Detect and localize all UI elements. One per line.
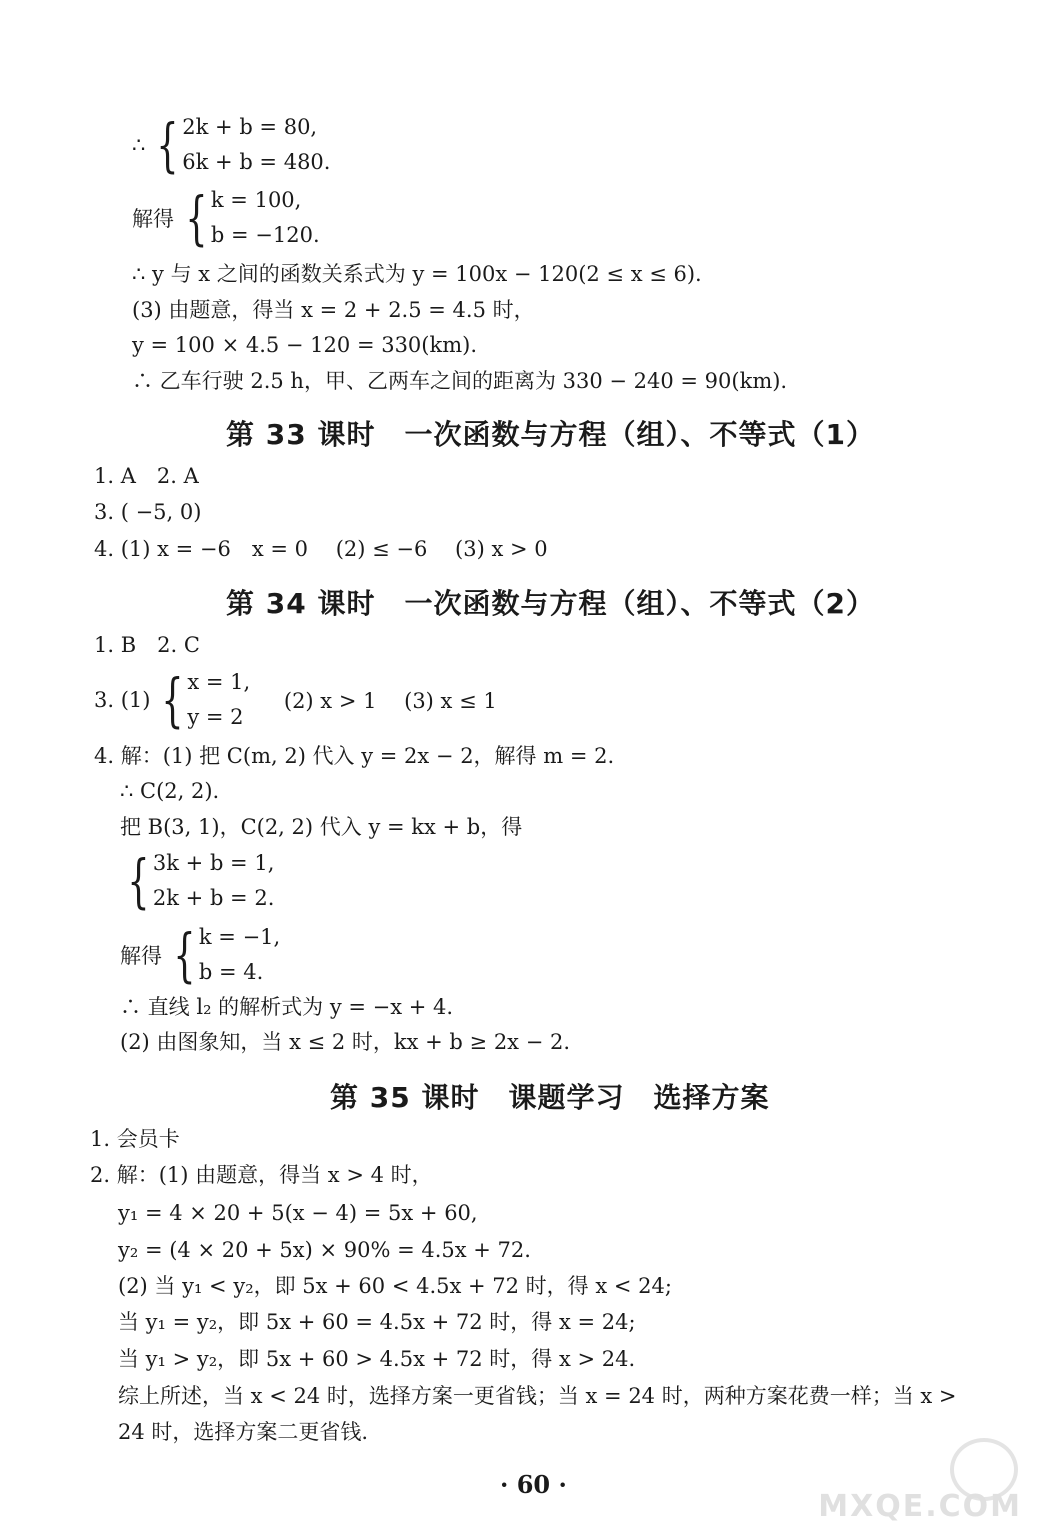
text-line: ∴ 乙车行驶 2.5 h，甲、乙两车之间的距离为 330 − 240 = 90(km). [132,369,788,393]
text-line: 2. 解：(1) 由题意，得当 x > 4 时， [90,1163,433,1187]
solution-label: 解得 [132,207,174,231]
question-number: 3. (1) [94,688,151,712]
equation-row: k = 100, [210,188,302,212]
equation-row: b = −120. [210,223,320,247]
section-title-35: 第 35 课时 课题学习 选择方案 [330,1081,770,1114]
text-line: 把 B(3, 1)，C(2, 2) 代入 y = kx + b，得 [120,815,523,839]
equation-row: 3k + b = 1, [152,851,275,875]
text-line: y₂ = (4 × 20 + 5x) × 90% = 4.5x + 72. [118,1238,531,1262]
text-line: 当 y₁ = y₂，即 5x + 60 = 4.5x + 72 时，得 x = 24; [118,1310,636,1334]
watermark-text: MXQE.COM [818,1489,1022,1524]
equation-row: y = 2 [187,705,244,729]
answer-line: 3. ( −5, 0) [94,500,202,524]
brace-icon: { [156,111,179,179]
equation-row: b = 4. [198,960,264,984]
page-number: · 60 · [500,1470,567,1499]
equation-row: 6k + b = 480. [182,150,331,174]
equation-row: 2k + b = 80, [182,115,318,139]
equation-row: x = 1, [187,670,251,694]
text-line: y₁ = 4 × 20 + 5(x − 4) = 5x + 60, [118,1201,478,1225]
text-line: (2) 由图象知，当 x ≤ 2 时，kx + b ≥ 2x − 2. [120,1030,571,1054]
answer-line: 1. 会员卡 [90,1127,180,1151]
section-title-33: 第 33 课时 一次函数与方程（组）、不等式（1） [226,418,875,451]
text-line: y = 100 × 4.5 − 120 = 330(km). [132,333,477,357]
equation-system [120,846,274,916]
brace-icon: { [173,921,196,989]
text-line: (2) 当 y₁ < y₂，即 5x + 60 < 4.5x + 72 时，得 x < 24; [118,1274,672,1298]
solution-label: 解得 [120,944,162,968]
section-title-34: 第 34 课时 一次函数与方程（组）、不等式（2） [226,587,875,620]
solution-system [120,920,280,990]
brace-icon: { [185,184,208,252]
text-line: ∴ C(2, 2). [120,779,220,803]
equation-system [132,110,330,180]
text-line: ∴ 直线 l₂ 的解析式为 y = −x + 4. [120,995,454,1019]
watermark-logo [818,1438,1028,1528]
text-line: 24 时，选择方案二更省钱. [118,1420,369,1444]
answer-rest: (2) x > 1 (3) x ≤ 1 [256,689,497,713]
brace-icon: { [127,847,150,915]
therefore-symbol: ∴ [132,133,146,157]
answer-line: 1. B 2. C [94,633,200,657]
equation-row: k = −1, [198,925,281,949]
text-line: 当 y₁ > y₂，即 5x + 60 > 4.5x + 72 时，得 x > 24. [118,1347,636,1371]
answer-line: 4. (1) x = −6 x = 0 (2) ≤ −6 (3) x > 0 [94,537,548,561]
text-line: ∴ y 与 x 之间的函数关系式为 y = 100x − 120(2 ≤ x ≤ 6). [132,262,702,286]
answer-line: 1. A 2. A [94,464,199,488]
text-line: (3) 由题意，得当 x = 2 + 2.5 = 4.5 时， [132,298,535,322]
text-line: 综上所述，当 x < 24 时，选择方案一更省钱；当 x = 24 时，两种方案花费一样；当 x > [118,1384,957,1408]
solution-system [132,183,320,253]
brace-icon: { [161,666,184,734]
answer-system [94,665,497,735]
text-line: 4. 解：(1) 把 C(m, 2) 代入 y = 2x − 2，解得 m = 2. [94,744,615,768]
equation-row: 2k + b = 2. [152,886,275,910]
